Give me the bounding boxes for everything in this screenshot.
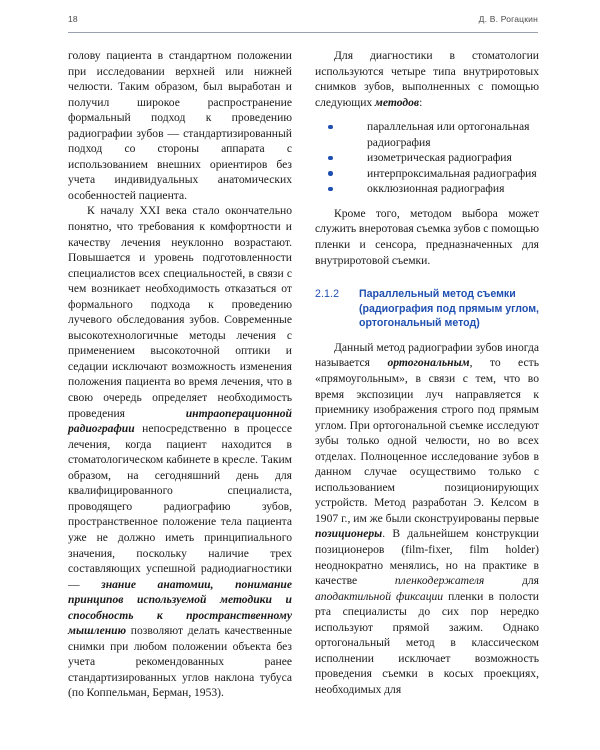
emphasis-film-holder: пленкодержателя xyxy=(394,574,485,588)
paragraph-continuation xyxy=(68,48,292,203)
emphasis-three-components: знание анатомии, понимание принципов используемой методики и способность к пространственному мышлению xyxy=(68,577,292,638)
paragraph-text-part-1: К началу XXI века стало окончательно понятно, что требования к комфортности и качеству лечения неуклонно возрастают. Повышается и уровень подготовленности специалистов всех специальностей, в связи с чем возникает необходимость отказаться от формального подхода к проведению лучевого обследования зубов. Современные высокотехнологичные методы лечения с применением высокоточной оптики и седации исключают возможность изменения положения пациента во время лечения, что в свою очередь определяет необходимость проведения xyxy=(68,204,292,420)
emphasis-intraoperative-radiography: интраоперационной радиографии xyxy=(68,406,292,436)
paragraph-text-part-2: : xyxy=(419,95,423,109)
bullet-icon xyxy=(328,171,333,176)
paragraph-orthogonal-method xyxy=(315,340,539,698)
emphasis-positioners: позиционеры xyxy=(315,527,383,541)
bullet-icon xyxy=(328,156,333,161)
emphasis-orthogonal: ортогональным xyxy=(387,356,470,370)
section-title: Параллельный метод съемки (радиография под прямым углом, ортогональный метод) xyxy=(359,288,539,330)
paragraph-text-part-3: . В дальнейшем конструкции позиционеров (film-fixer, film holder) неоднократно менялись, но на практике в качестве xyxy=(315,527,539,588)
section-number: 2.1.2 xyxy=(315,288,340,301)
list-item xyxy=(315,119,539,150)
paragraph-text-part-1: Для диагностики в стоматологии используются четыре типа внутриротовых снимков зубов, выполненных с помощью следующих xyxy=(315,49,539,109)
paragraph-text: голову пациента в стандартном положении при исследовании верхней или нижней челюсти. Таким образом, был выработан и получил широкое распространение формальный подход к проведению радиографии зубов — стандартизированный подход со стороны аппарата с использованием внешних ориентиров без учета индивидуальных анатомических особенностей пациента. xyxy=(68,49,292,202)
header-divider xyxy=(68,32,538,33)
paragraph-extraoral xyxy=(315,206,539,268)
paragraph-text: Кроме того, методом выбора может служить внеротовая съемка зубов с помощью пленки и сенсора, предназначенных для внутриротовой съемки. xyxy=(315,206,539,267)
running-header xyxy=(68,14,538,34)
paragraph-text-part-4: для xyxy=(484,574,539,588)
paragraph-text-part-2: , то есть «прямоугольным», в связи с тем, что во время экспозиции луч направляется к приемнику изображения строго под прямым углом. При ортогональной съемке исследуют зубы только одной челюсти, но во всех отделах. Полноценное исследование зубов в данном случае осуществимо только с использованием позиционирующих устройств. Метод разработан Э. Келсом в 1907 г., им же были сконструированы первые xyxy=(315,356,539,525)
paragraph-text-part-1: Данный метод радиографии зубов иногда называется xyxy=(315,340,539,370)
bullet-icon xyxy=(328,125,333,130)
paragraph-xxi-century xyxy=(68,203,292,701)
list-item xyxy=(315,181,539,197)
paragraph-text-part-3: позволяют делать качественные снимки при любом положении объекта без учета рекомендованных ранее стандартизированных углов наклона тубуса (по Коппельман, Берман, 1953). xyxy=(68,624,292,700)
section-heading xyxy=(315,287,539,331)
paragraph-four-types xyxy=(315,48,539,110)
emphasis-methods: методов xyxy=(374,95,420,109)
list-item-label: окклюзионная радиография xyxy=(367,182,505,196)
paragraph-text-part-2: непосредственно в процессе лечения, когда пациент находится в стоматологическом кабинете в кресле. Таким образом, на сегодняшний день для квалифицированного специалиста, проводящего радиографию зубов, пространственное положение тела пациента уже не должно иметь принципиального значения, поскольку наличие трех составляющих успешной радиодиагностики — xyxy=(68,422,292,591)
list-item xyxy=(315,150,539,166)
emphasis-apodactyl-fixation: аподактильной фиксации xyxy=(315,589,444,603)
list-item xyxy=(315,166,539,182)
page-number: 18 xyxy=(68,14,78,24)
left-column xyxy=(68,48,292,740)
two-column-body xyxy=(68,48,538,740)
right-column xyxy=(315,48,539,740)
list-item-label: интерпроксимальная радиография xyxy=(367,166,537,180)
list-item-label: параллельная или ортогональная радиография xyxy=(367,120,530,149)
list-item-label: изометрическая радиография xyxy=(367,151,512,165)
methods-list xyxy=(315,119,539,197)
heading-spacer xyxy=(315,268,539,276)
book-author: Д. В. Рогацкин xyxy=(478,14,538,24)
bullet-icon xyxy=(328,187,333,192)
paragraph-text-part-5: пленки в полости рта специалисты до сих пор нередко используют прямой зажим. Однако ортогональный метод в классическом исполнении исключает возможность проведения съемки в косых проекциях, необходимых для xyxy=(315,589,539,696)
